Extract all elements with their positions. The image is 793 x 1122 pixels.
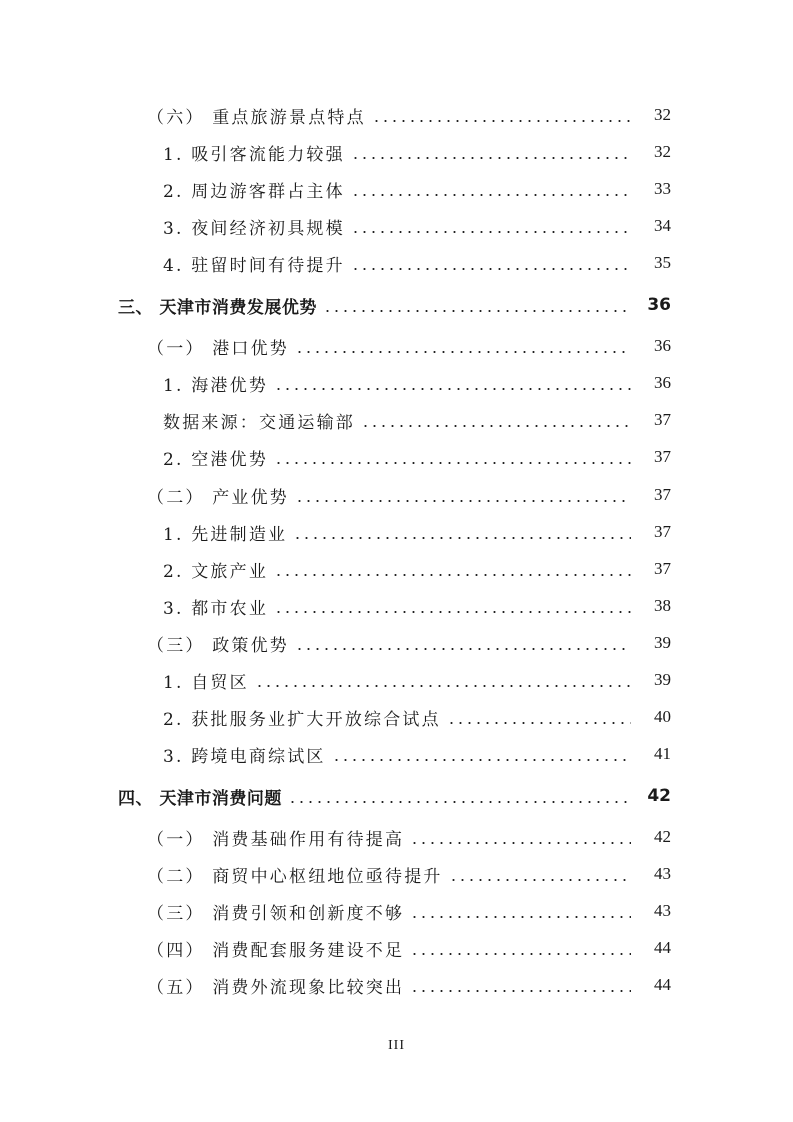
toc-dot-leader (293, 537, 631, 539)
toc-entry[interactable] (0, 702, 793, 732)
toc-dot-leader (449, 879, 631, 881)
toc-dot-leader (274, 388, 631, 390)
toc-entry[interactable] (0, 174, 793, 204)
toc-dot-leader (274, 574, 631, 576)
toc-dot-leader (351, 194, 631, 196)
toc-entry-page-number: 41 (654, 744, 671, 763)
toc-entry[interactable] (0, 517, 793, 547)
toc-entry-page-number: 38 (654, 596, 671, 615)
toc-entry-title: 四、 天津市消费问题 (118, 788, 282, 809)
toc-entry-title: 1. 自贸区 (163, 672, 249, 693)
toc-entry-page-number: 37 (654, 410, 671, 429)
toc-entry-title: 3. 都市农业 (163, 598, 269, 619)
toc-entry-title: （一） 消费基础作用有待提高 (147, 829, 405, 850)
toc-entry[interactable] (0, 368, 793, 398)
toc-dot-leader (295, 648, 631, 650)
toc-entry-title: （二） 产业优势 (147, 487, 290, 508)
toc-entry-page-number: 40 (654, 707, 671, 726)
toc-entry[interactable] (0, 781, 793, 811)
toc-entry-page-number: 44 (654, 938, 671, 957)
toc-entry[interactable] (0, 480, 793, 510)
toc-entry-page-number: 32 (654, 142, 671, 161)
toc-entry[interactable] (0, 211, 793, 241)
toc-entry-title: 1. 海港优势 (163, 375, 269, 396)
toc-entry-page-number: 36 (654, 336, 671, 355)
toc-dot-leader (410, 916, 631, 918)
toc-entry[interactable] (0, 665, 793, 695)
toc-dot-leader (410, 842, 631, 844)
toc-entry[interactable] (0, 739, 793, 769)
toc-entry[interactable] (0, 859, 793, 889)
toc-entry-title: 2. 文旅产业 (163, 561, 269, 582)
toc-entry-title: （四） 消费配套服务建设不足 (147, 940, 405, 961)
toc-entry-title: 2. 空港优势 (163, 449, 269, 470)
toc-dot-leader (332, 759, 631, 761)
toc-dot-leader (447, 722, 631, 724)
toc-entry-page-number: 37 (654, 447, 671, 466)
toc-entry-title: （六） 重点旅游景点特点 (147, 107, 366, 128)
toc-entry-page-number: 43 (654, 901, 671, 920)
toc-entry-page-number: 44 (654, 975, 671, 994)
toc-entry[interactable] (0, 591, 793, 621)
page-number-footer: III (388, 1038, 405, 1053)
toc-entry[interactable] (0, 970, 793, 1000)
toc-dot-leader (351, 268, 631, 270)
toc-entry-title: 4. 驻留时间有待提升 (163, 255, 345, 276)
toc-entry[interactable] (0, 100, 793, 130)
toc-entry-page-number: 35 (654, 253, 671, 272)
toc-entry-title: （五） 消费外流现象比较突出 (147, 977, 405, 998)
toc-entry-page-number: 37 (654, 522, 671, 541)
toc-dot-leader (410, 990, 631, 992)
toc-entry[interactable] (0, 331, 793, 361)
toc-dot-leader (410, 953, 631, 955)
toc-entry[interactable] (0, 554, 793, 584)
toc-entry-page-number: 36 (654, 373, 671, 392)
toc-dot-leader (288, 801, 631, 803)
toc-entry-page-number: 32 (654, 105, 671, 124)
toc-entry-page-number: 34 (654, 216, 671, 235)
toc-dot-leader (351, 157, 631, 159)
toc-entry-title: （一） 港口优势 (147, 338, 290, 359)
toc-entry-title: 2. 获批服务业扩大开放综合试点 (163, 709, 441, 730)
toc-dot-leader (361, 425, 631, 427)
toc-entry-page-number: 37 (654, 485, 671, 504)
toc-entry-page-number: 39 (654, 670, 671, 689)
toc-entry[interactable] (0, 628, 793, 658)
toc-entry-title: 数据来源：交通运输部 (163, 412, 355, 433)
toc-entry-title: 1. 吸引客流能力较强 (163, 144, 345, 165)
toc-entry-page-number: 42 (654, 827, 671, 846)
toc-entry-page-number: 42 (647, 786, 671, 806)
toc-entry[interactable] (0, 290, 793, 320)
toc-entry[interactable] (0, 442, 793, 472)
toc-dot-leader (323, 310, 631, 312)
toc-entry[interactable] (0, 405, 793, 435)
toc-entry[interactable] (0, 822, 793, 852)
toc-entry-title: 1. 先进制造业 (163, 524, 288, 545)
toc-entry-page-number: 37 (654, 559, 671, 578)
toc-entry-page-number: 33 (654, 179, 671, 198)
toc-entry[interactable] (0, 248, 793, 278)
toc-dot-leader (274, 462, 631, 464)
toc-entry-title: 3. 夜间经济初具规模 (163, 218, 345, 239)
toc-entry-title: 三、 天津市消费发展优势 (118, 297, 317, 318)
toc-dot-leader (274, 611, 631, 613)
toc-dot-leader (372, 120, 631, 122)
toc-dot-leader (295, 500, 631, 502)
toc-entry-page-number: 39 (654, 633, 671, 652)
toc-entry-title: （三） 政策优势 (147, 635, 290, 656)
toc-dot-leader (295, 351, 631, 353)
toc-entry-page-number: 36 (647, 295, 671, 315)
toc-entry-title: （二） 商贸中心枢纽地位亟待提升 (147, 866, 443, 887)
toc-entry[interactable] (0, 896, 793, 926)
toc-dot-leader (351, 231, 631, 233)
toc-entry-page-number: 43 (654, 864, 671, 883)
toc-entry-title: 3. 跨境电商综试区 (163, 746, 326, 767)
toc-dot-leader (255, 685, 631, 687)
toc-entry-title: 2. 周边游客群占主体 (163, 181, 345, 202)
toc-entry-title: （三） 消费引领和创新度不够 (147, 903, 405, 924)
toc-entry[interactable] (0, 137, 793, 167)
toc-entry[interactable] (0, 933, 793, 963)
